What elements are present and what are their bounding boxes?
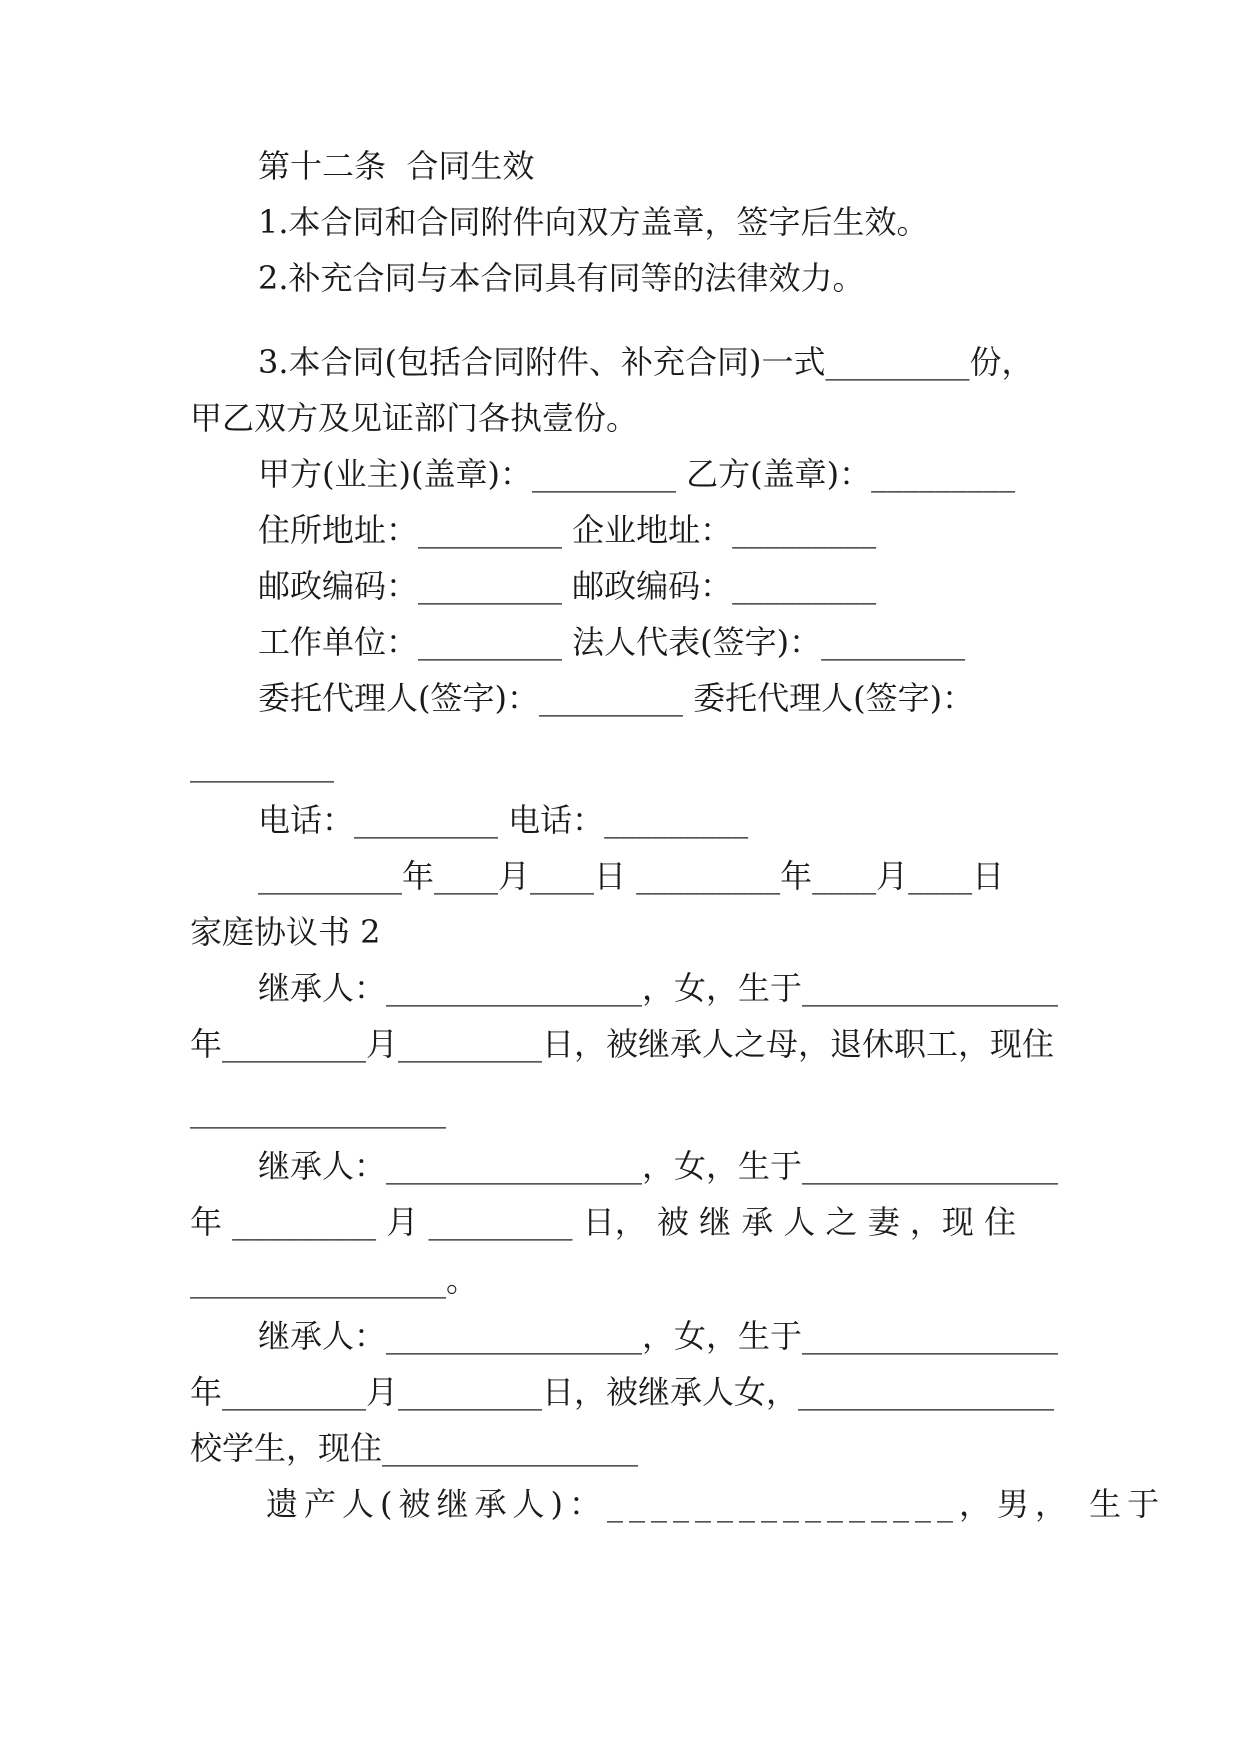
heir-3-line-3: 校学生，现住________________ [190,1429,639,1467]
heir-2-line: 继承人：________________，女，生于________________ [258,1147,1059,1185]
address-line: 住所地址：_________ 企业地址：_________ [258,511,877,549]
heir-1-line: 继承人：________________，女，生于________________ [258,969,1059,1007]
agent-line: 委托代理人(签字)：_________ 委托代理人(签字)： [258,679,975,717]
phone-line: 电话：_________ 电话：_________ [258,801,749,839]
agent-line-continued: _________ [190,745,334,783]
clause-3: 3.本合同(包括合同附件、补充合同)一式_________份， [258,343,1034,381]
heir-2-line-2: 年 _________ 月 _________ 日， 被 继 承 人 之 妻 ，现 住 [190,1203,1017,1241]
postcode-line: 邮政编码：_________ 邮政编码：_________ [258,567,877,605]
date-line: _________年____月____日 _________年____月____日 [258,857,1005,895]
clause-1: 1.本合同和合同附件向双方盖章，签字后生效。 [258,203,929,241]
article-12-heading: 第十二条 合同生效 [258,147,535,185]
agreement-title: 家庭协议书 2 [190,913,381,951]
heir-3-line: 继承人：________________，女，生于________________ [258,1317,1059,1355]
signature-party-line: 甲方(业主)(盖章)：_________ 乙方(盖章)：_________ [258,455,1016,493]
employer-line: 工作单位：_________ 法人代表(签字)：_________ [258,623,966,661]
decedent-line: 遗产人(被继承人)：________________，男， 生于 [266,1485,1166,1523]
heir-2-line-3: ________________。 [190,1261,479,1299]
heir-3-line-2: 年_________月_________日，被继承人女，________________ [190,1373,1055,1411]
heir-1-line-2: 年_________月_________日，被继承人之母，退休职工，现住 [190,1025,1055,1063]
clause-2: 2.补充合同与本合同具有同等的法律效力。 [258,259,865,297]
heir-1-line-3: ________________ [190,1091,446,1129]
clause-3-continued: 甲乙双方及见证部门各执壹份。 [190,399,639,437]
